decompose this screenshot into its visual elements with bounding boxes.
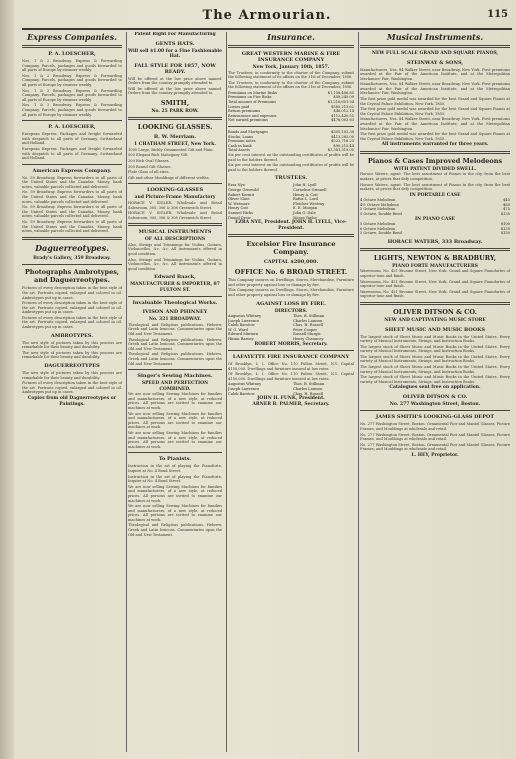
divider bbox=[128, 369, 222, 370]
newspaper-title: The Armourian. bbox=[202, 8, 332, 23]
ad-body: No. 277 Washington Street, Boston. Ornamental Pier and Mantel Glasses, Picture Frames, and Mouldings at wholesale and retail. bbox=[360, 442, 510, 452]
ad-title: Patent Right For Manufacturing bbox=[134, 32, 216, 37]
advertiser-address: No. 277 Washington Street, Boston. bbox=[389, 401, 481, 407]
ad-body: HORACE V. SIGLER. Wholesale and Retail Salesroom, 305, 306 & 308 Greenwich Street. bbox=[128, 200, 222, 210]
directors-list bbox=[228, 382, 354, 396]
director-name: Joseph Lawrence bbox=[228, 387, 260, 392]
ad-body: Theological and Religious publications. Hebrew, Greek and Latin lexicons. Commentaries upon the Old and New Testament. bbox=[128, 322, 222, 337]
ad-footer: Copies from old Daguerreotypes or Paintings. bbox=[27, 396, 117, 407]
ad-body: Nos. 1 & 2 Broadway. Express & Forwarding Company. Parcels, packages and goods forwarded to all parts of Europe by steamer weekly. bbox=[22, 59, 122, 73]
ad-body: The largest stock of Sheet Music and Music Books in the United States. Every variety of Musical Instruments, Strings, and Instruction Books. bbox=[360, 354, 510, 364]
trustee-name: W. Wetmore bbox=[228, 201, 250, 206]
assets-ledger bbox=[228, 130, 354, 153]
ad-body: Six per cent interest on the outstanding certificates of profits will be paid to the holders thereof. bbox=[228, 153, 354, 162]
ad-body: Will be offered at the low price above named. Orders from the country promptly attended to. bbox=[128, 86, 222, 96]
ad-subtitle: FALL STYLE FOR 1857, NOW READY. bbox=[134, 62, 216, 75]
ad-title: To Pianists. bbox=[158, 456, 192, 463]
ledger-label: Premium notes bbox=[228, 139, 256, 144]
ad-body: Theological and Religious publications. Hebrew, Greek and Latin lexicons. Commentaries upon the Old and New Testament. bbox=[128, 352, 222, 366]
secretary: ARNER B. PALMER, Secretary. bbox=[252, 401, 330, 407]
ad-subtitle: WITH PATENT DIVIDED SWELL. bbox=[393, 166, 477, 172]
ad-body: Manufacturers, Nos. 84 Walker Street, near Broadway, New York. First premiums awarded at the Fair of the American Institute, and at the Metropolitan Mechanics' Fair, Washington. bbox=[360, 82, 510, 96]
glasses-item: 1000 Large, Richly Ornamented Gilt and Plain. bbox=[128, 147, 214, 152]
price-value: $60 bbox=[503, 202, 510, 207]
ledger-label: Losses paid bbox=[228, 104, 250, 109]
ad-body: Pictures of every description taken in the best style of the art. Portraits copied, enlarged and colored in oil. Ambrotypes put up in cases. bbox=[22, 301, 122, 315]
price-list bbox=[360, 198, 510, 216]
ad-subtitle: and Picture-Frame Manufactory bbox=[134, 195, 216, 201]
divider bbox=[128, 223, 222, 226]
divider bbox=[228, 234, 354, 237]
divider bbox=[360, 151, 510, 154]
price-value: $150 bbox=[500, 231, 510, 236]
ad-subtitle: OF ALL DESCRIPTIONS bbox=[144, 237, 206, 243]
trustee-name: Oliver Slate bbox=[228, 197, 250, 202]
ad-title: Photographs Ambrotypes, and Daguerreotypes. bbox=[24, 268, 120, 285]
ad-body: The Trustees, in conformity to the charter of the Company, submit the following statement of its affairs on the 31st of December, 1856. bbox=[228, 80, 354, 90]
divider bbox=[22, 164, 122, 165]
ad-subtitle: NEW AND CAPTIVATING MUSIC STORE bbox=[384, 318, 486, 323]
ledger-label: Cash in bank bbox=[228, 143, 252, 148]
ad-body: Instruction in the art of playing the Pianoforte. Inquire at No. 4 Bond Street. bbox=[128, 464, 222, 473]
ledger-label: Premiums on Marine Risks bbox=[228, 90, 278, 95]
price-label: 5 Octave, Double Reed bbox=[360, 231, 402, 236]
ad-body: The largest stock of Sheet Music and Music Books in the United States. Every variety of Musical Instruments, Strings, and Instruction Books. bbox=[360, 344, 510, 354]
ledger-value: $580,215.62 bbox=[331, 104, 354, 109]
proprietor: L. HEY, Proprietor. bbox=[411, 453, 459, 458]
price-heading: IN PORTABLE CASE bbox=[409, 192, 461, 198]
divider bbox=[228, 126, 354, 127]
advertiser-name: LIGHTS, NEWTON & BRADBURY, bbox=[373, 253, 497, 262]
ad-title: LOOKING-GLASSES bbox=[146, 187, 204, 194]
director-name: W. G. Ward bbox=[228, 327, 248, 332]
secretary: ROBERT MORRIS, Secretary. bbox=[254, 341, 328, 347]
divider bbox=[22, 264, 122, 265]
ad-body: We are now selling Sewing Machines for families and manufacturers, of a new style, at reduced prices. All persons are invited to examine our machines at work. bbox=[128, 504, 222, 522]
advertiser-address: No. 25 PARK ROW. bbox=[151, 108, 199, 114]
ad-body: The new style of pictures taken by this process are remarkable for their beauty and durability. bbox=[22, 350, 122, 360]
ad-body: We are now selling Sewing Machines for families and manufacturers, of a new style, at reduced prices. All persons are invited to examine our machines at work. bbox=[128, 392, 222, 410]
ledger-value: $522,716.23 bbox=[331, 139, 354, 144]
company-name: GREAT WESTERN MARINE & FIRE INSURANCE COMPANY bbox=[241, 51, 341, 63]
ad-body: The Trustees, in conformity to the charter of the Company, submit the following statement of its affairs on the 31st of December, 1856. bbox=[228, 70, 354, 80]
ad-body: Manufacturers, Nos. 84 Walker Street, near Broadway, New York. First premiums awarded at the Fair of the American Institute, and at the Metropolitan Mechanics' Fair, Washington. bbox=[360, 117, 510, 131]
ledger-label: Premiums on Fire Risks bbox=[228, 95, 272, 100]
trustee-name: John G. Dale bbox=[293, 210, 316, 215]
trustee-name: Daniel Drew bbox=[228, 215, 251, 220]
price-value: $45 bbox=[503, 198, 510, 203]
ledger-label: Total Assets bbox=[228, 148, 250, 153]
ad-title: P. A. LOESCHER, bbox=[48, 51, 96, 57]
price-label: 5 Octave Melodeon bbox=[360, 222, 396, 227]
ad-body: Warerooms, No. 421 Broome Street, New York. Grand and Square Pianofortes of superior tone and finish. bbox=[360, 289, 510, 299]
ad-body: The largest stock of Sheet Music and Music Books in the United States. Every variety of Musical Instruments, Strings, and Instruction Books. bbox=[360, 375, 510, 384]
price-value: $75 bbox=[503, 207, 510, 212]
ad-body: Horace Waters, agent. The best assortment of Pianos in the city, from the best makers, at prices that defy competition. bbox=[360, 182, 510, 192]
divider bbox=[360, 45, 510, 48]
trustee-name: Henry Coit bbox=[228, 206, 248, 211]
ad-body: Of Brooklyn, L. I. Office No. 110 Fulton Street, N.Y. Capital $150,000. Dwellings and furniture insured at low rates. bbox=[228, 362, 354, 371]
ledger-label: Total amount of Premiums bbox=[228, 100, 277, 105]
glasses-item: 200 Round Gilt Glasses. bbox=[128, 164, 172, 169]
ledger-value: $1,216,651.94 bbox=[327, 100, 354, 105]
trustees-heading: TRUSTEES. bbox=[274, 175, 308, 182]
ad-body: The largest stock of Sheet Music and Music Books in the United States. Every variety of Musical Instruments, Strings, and Instruction Books. bbox=[360, 334, 510, 344]
price-label: 4 Octave Melodeon bbox=[360, 198, 396, 203]
ledger-value: $112,420.55 bbox=[331, 113, 354, 118]
divider bbox=[228, 350, 354, 351]
trustee-name: E. E. Morgan bbox=[293, 206, 318, 211]
ad-subtitle: SHEET MUSIC AND MUSIC BOOKS bbox=[384, 326, 486, 333]
ledger-value: $1,381,319.05 bbox=[327, 148, 354, 153]
ad-body: Nos. 1 & 2 Broadway. Express & Forwarding Company. Parcels, packages and goods forwarded to all parts of Europe by steamer weekly. bbox=[22, 103, 122, 117]
trustee-name: Robert Kermit bbox=[228, 192, 255, 197]
ad-body: Horace Waters, agent. The best assortment of Pianos in the city, from the best makers, at prices that defy competition. bbox=[360, 172, 510, 181]
advertiser-name: B. W. Merriam. bbox=[153, 134, 197, 141]
ad-body: Of Brooklyn, L. I. Office No. 110 Fulton Street, N.Y. Capital $150,000. Dwellings and furniture insured at low rates. bbox=[228, 372, 354, 381]
price-label: 6 Octave Melodeon bbox=[360, 226, 396, 231]
price-label: 5 Octave Melodeon bbox=[360, 207, 396, 212]
glasses-item: Gilt and other Mouldings of different widths. bbox=[128, 175, 210, 180]
company-name: Excelsior Fire Insurance Company. bbox=[246, 240, 336, 257]
price-label: 5 Octave, Double Reed bbox=[360, 212, 402, 217]
director-name: Caleb Barstow bbox=[228, 323, 255, 328]
divider bbox=[228, 45, 354, 48]
ad-body: The first prize gold medal was awarded for the best Grand and Square Pianos at the Crystal Palace Exhibition, New York, 1855. bbox=[360, 132, 510, 141]
director-name: Hiram Barney bbox=[228, 336, 254, 341]
divider bbox=[22, 120, 122, 121]
price-heading: IN PIANO CASE bbox=[414, 216, 456, 222]
trustee-name: John H. Lyell bbox=[293, 183, 317, 188]
ad-body: We are now selling Sewing Machines for families and manufacturers, of a new style, at reduced prices. All persons are invited to examine our machines at work. bbox=[128, 430, 222, 449]
ad-body: Manufacturers, Nos. 84 Walker Street, near Broadway, New York. First premiums awarded at the Fair of the American Institute, and at the Metropolitan Mechanics' Fair, Washington. bbox=[360, 67, 510, 81]
ad-note: All instruments warranted for three years. bbox=[381, 142, 489, 148]
ad-body: Nos. 1 & 2 Broadway. Express & Forwarding Company. Parcels, packages and goods forwarded to all parts of Europe by steamer weekly. bbox=[22, 73, 122, 87]
glasses-item: Plate Glass of all sizes. bbox=[128, 170, 170, 175]
director-name: Chas. H. Russell bbox=[293, 391, 323, 396]
directors-heading: DIRECTORS. bbox=[274, 308, 308, 314]
ad-body: We are now selling Sewing Machines for families and manufacturers, of a new style, at reduced prices. All persons are invited to examine our machines at work. bbox=[128, 484, 222, 503]
divider bbox=[360, 248, 510, 251]
premiums-ledger bbox=[228, 91, 354, 123]
ad-body: The new style of pictures taken by this process are remarkable for their beauty and durability. bbox=[22, 371, 122, 380]
director-name: Edward Minturn bbox=[228, 332, 259, 337]
ad-body: No. 59 Broadway. Express forwarders to all parts of the United States and the Canadas. Money, bank notes, valuable parcels collected and delivered. bbox=[22, 205, 122, 219]
divider bbox=[22, 237, 122, 240]
masthead bbox=[22, 6, 512, 30]
ad-note: Catalogues sent free on application. bbox=[389, 385, 481, 391]
ad-title: JAMES SMITH'S LOOKING-GLASS DEPOT bbox=[375, 414, 495, 421]
ad-subtitle: Brady's Gallery, 359 Broadway. bbox=[33, 255, 111, 261]
ad-subtitle: PIANO FORTE MANUFACTURERS bbox=[392, 263, 478, 269]
advertiser-address: 1 CHATHAM STREET, New York. bbox=[134, 142, 216, 148]
ad-title: DAGUERREOTYPES bbox=[44, 363, 100, 370]
ad-title: GENTS HATS. bbox=[155, 40, 195, 47]
binding-gutter bbox=[0, 0, 14, 759]
ledger-value: $1,158,406.85 bbox=[327, 90, 354, 95]
price-list bbox=[360, 222, 510, 236]
advertiser-name: IVISON AND PHINNEY bbox=[142, 309, 208, 316]
company-name: LAFAYETTE FIRE INSURANCE COMPANY bbox=[232, 354, 350, 361]
price-row bbox=[360, 231, 510, 236]
director-name: Charles Lamson bbox=[293, 318, 323, 323]
advertiser-name: OLIVER DITSON & CO. bbox=[393, 308, 477, 316]
director-name: Caleb Barstow bbox=[228, 391, 255, 396]
company-date: New York, January 10th, 1857. bbox=[252, 65, 330, 70]
section-heading: Daguerreotypes. bbox=[35, 242, 109, 253]
director-name: Chas. H. Russell bbox=[293, 323, 323, 328]
advertiser-address: No. 321 BROADWAY. bbox=[148, 317, 202, 323]
officers: EZRA NYE, President. JOHN H. LYELL, Vice-President. bbox=[235, 220, 347, 231]
trustee-name: Fletcher Westray bbox=[293, 201, 325, 206]
ad-title: Singer's Sewing Machines. bbox=[137, 373, 213, 380]
ledger-label: Reinsurance and expenses bbox=[228, 113, 277, 118]
ad-body: Pictures of every description taken in the best style of the art. Portraits copied, enlarged and colored in oil. Ambrotypes put up in cases. bbox=[22, 381, 122, 395]
price-value: $135 bbox=[500, 226, 510, 231]
ledger-value: $58,245.09 bbox=[333, 95, 354, 100]
ad-subtitle: SPEED AND PERFECTION COMBINED. bbox=[141, 381, 209, 392]
price-label: 4½ Octave Melodeon bbox=[360, 202, 399, 207]
ad-title: MUSICAL INSTRUMENTS bbox=[138, 229, 212, 236]
ledger-value: $476,003.63 bbox=[331, 118, 354, 123]
director-name: Joseph Lawrence bbox=[228, 318, 260, 323]
company-capital: CAPITAL $200,000. bbox=[263, 259, 319, 266]
column-insurance bbox=[228, 32, 359, 752]
ad-body: HORACE V. SIGLER. Wholesale and Retail Salesroom, 305, 306 & 308 Greenwich Street. bbox=[128, 211, 222, 220]
trustees-list bbox=[228, 183, 354, 220]
ledger-row bbox=[228, 118, 354, 123]
ad-body: Pictures of every description taken in the best style of the art. Portraits copied, enlarged and colored in oil. Ambrotypes put up in cases. bbox=[22, 315, 122, 330]
divider bbox=[128, 117, 222, 120]
president: JOHN H. FUNK, President. bbox=[257, 396, 325, 402]
advertiser-name: SMITH, bbox=[160, 98, 190, 107]
glasses-item: 200 Rich Oval Glasses. bbox=[128, 159, 170, 164]
ad-body: No. 59 Broadway. Express forwarders to all parts of the United States and the Canadas. Money, bank notes, valuable parcels collected and delivered. bbox=[22, 220, 122, 234]
trustee-name: Samuel Hicks bbox=[228, 210, 254, 215]
ad-body: This Company insures on Dwellings, Stores, Merchandise, Furniture and other property against loss or damage by fire. bbox=[228, 278, 354, 287]
director-name: Thos. B. Stillman bbox=[293, 382, 325, 387]
price-value: $100 bbox=[500, 222, 510, 227]
ad-body: Theological and Religious publications. Hebrew, Greek and Latin lexicons. Commentaries upon the Old and New Testament. bbox=[128, 523, 222, 537]
ad-body: No. 59 Broadway. Express forwarders to all parts of the United States and the Canadas. Money, bank notes, valuable parcels collected and delivered. bbox=[22, 175, 122, 189]
company-office: OFFICE No. 6 BROAD STREET. bbox=[234, 268, 348, 277]
ad-body: The first prize gold medal was awarded for the best Grand and Square Pianos at the Crystal Palace Exhibition, New York, 1855. bbox=[360, 107, 510, 116]
column-heading: Musical Instruments. bbox=[386, 32, 484, 42]
advertiser-name: OLIVER DITSON & CO. bbox=[402, 393, 468, 400]
director-name: Augustus Whitney bbox=[228, 382, 262, 387]
ad-body: Warerooms, No. 421 Broome Street, New York. Grand and Square Pianofortes of superior tone and finish. bbox=[360, 269, 510, 279]
trustee-name: Rufus L. Lord bbox=[293, 197, 318, 202]
trustee-name: George Griswold bbox=[228, 187, 259, 192]
ad-title: American Express Company. bbox=[32, 167, 112, 174]
ad-body: Warerooms, No. 421 Broome Street, New York. Grand and Square Pianofortes of superior tone and finish. bbox=[360, 279, 510, 289]
divider bbox=[128, 296, 222, 297]
ad-title: LOOKING GLASSES. bbox=[137, 123, 213, 132]
ad-offer: Will sell $1.00 for a Fine Fashionable Hat. bbox=[128, 48, 222, 59]
ad-subtitle: AGAINST LOSS BY FIRE. bbox=[256, 300, 326, 307]
director-name: Russell Sturgis bbox=[293, 332, 321, 337]
director-name: Henry Chauncey bbox=[293, 336, 324, 341]
advertiser-address: MANUFACTURER & IMPORTER, 87 FULTON ST. bbox=[130, 282, 220, 293]
trustee-name: Henry A. Coit bbox=[293, 192, 318, 197]
ledger-value: $413,285.00 bbox=[331, 134, 354, 139]
column-express-companies bbox=[22, 32, 127, 752]
ledger-label: Net earned premiums bbox=[228, 118, 268, 123]
ad-title: P. A. LOESCHER, bbox=[48, 124, 96, 131]
ad-body: The new style of pictures taken by this process are remarkable for their beauty and durability. bbox=[22, 340, 122, 350]
ledger-value: $90,215.44 bbox=[333, 143, 354, 148]
ad-body: Theological and Religious publications. Hebrew, Greek and Latin lexicons. Commentaries upon the Old and New Testament. bbox=[128, 337, 222, 351]
ad-body: Instruction in the art of playing the Pianoforte. Inquire at No. 4 Bond Street. bbox=[128, 474, 222, 484]
ledger-label: Return premiums bbox=[228, 109, 261, 114]
ad-body: The largest stock of Sheet Music and Music Books in the United States. Every variety of Musical Instruments, Strings, and Instruction Books. bbox=[360, 365, 510, 374]
advertiser-name: STEINWAY & SONS, bbox=[406, 59, 464, 66]
ad-body: Nos. 1 & 2 Broadway. Express & Forwarding Company. Parcels, packages and goods forwarded to all parts of Europe by steamer weekly. bbox=[22, 88, 122, 102]
divider bbox=[360, 410, 510, 411]
ad-title: Invaluable Theological Works. bbox=[132, 300, 218, 307]
column-heading: Express Companies. bbox=[27, 32, 117, 42]
trustee-name: Ezra Nye bbox=[228, 183, 245, 188]
ad-subtitle: NEW FULL SCALE GRAND AND SQUARE PIANOS, bbox=[371, 51, 499, 56]
glasses-item: 500 Elegant Rich Mahogany Gilt. bbox=[128, 153, 189, 158]
page-number: 115 bbox=[487, 9, 508, 20]
ad-body: This Company insures on Dwellings, Stores, Merchandise, Furniture and other property against loss or damage by fire. bbox=[228, 288, 354, 297]
director-name: Charles Lamson bbox=[293, 387, 323, 392]
ad-body: Also, Strings and Trimmings for Violins, Guitars, Violoncellos, &c. &c. All instruments offered in good condition. bbox=[128, 257, 222, 271]
ad-body: European Express. Packages and freight forwarded with despatch to all parts of Germany, Switzerland and Holland. bbox=[22, 132, 122, 146]
ledger-value: $48,012.14 bbox=[333, 109, 354, 114]
advertiser-name: Edward Baack, bbox=[154, 274, 196, 281]
divider bbox=[360, 302, 510, 305]
ad-body: No. 277 Washington Street, Boston. Ornamental Pier and Mantel Glasses, Picture Frames, and Mouldings at wholesale and retail. bbox=[360, 432, 510, 442]
ad-body: Also, Strings and Trimmings for Violins, Guitars, Violoncellos, &c. &c. All instruments offered in good condition. bbox=[128, 242, 222, 256]
ledger-label: Stocks, Loans bbox=[228, 134, 254, 139]
trustee-name: Moses Taylor bbox=[293, 215, 318, 220]
advertiser-name: HORACE WATERS, 333 Broadway. bbox=[387, 238, 483, 245]
ad-body: No. 59 Broadway. Express forwarders to all parts of the United States and the Canadas. Money, bank notes, valuable parcels collected and delivered. bbox=[22, 190, 122, 204]
divider bbox=[128, 183, 222, 184]
ad-body: Six per cent interest on the outstanding certificates of profits will be paid to the holders thereof. bbox=[228, 163, 354, 172]
directors-list bbox=[228, 314, 354, 342]
column-patent-glasses bbox=[128, 32, 227, 752]
ad-title: AMBROTYPES. bbox=[50, 332, 94, 339]
ad-body: Will be offered at the low price above named. Orders from the country promptly attended to. bbox=[128, 76, 222, 86]
ad-body: Pictures of every description taken in the best style of the art. Portraits copied, enlarged and colored in oil. Ambrotypes put up in cases. bbox=[22, 286, 122, 300]
divider bbox=[22, 45, 122, 48]
ledger-label: Bonds and Mortgages bbox=[228, 130, 269, 135]
trustee-name: Cornelius Grinnell bbox=[293, 187, 327, 192]
divider bbox=[128, 452, 222, 453]
ad-body: European Express. Packages and freight forwarded with despatch to all parts of Germany, Switzerland and Holland. bbox=[22, 146, 122, 161]
column-heading: Insurance. bbox=[267, 32, 315, 42]
ledger-value: $355,102.38 bbox=[331, 130, 354, 135]
director-name: Thos. B. Stillman bbox=[293, 314, 325, 318]
director-name: Augustus Whitney bbox=[228, 314, 262, 318]
ad-title: Pianos & Cases Improved Melodeons bbox=[367, 156, 503, 165]
price-value: $130 bbox=[500, 212, 510, 217]
column-musical-instruments bbox=[360, 32, 510, 752]
ad-body: No. 277 Washington Street, Boston. Ornamental Pier and Mantel Glasses, Picture Frames, and Mouldings at wholesale and retail. bbox=[360, 422, 510, 432]
ad-body: The first prize gold medal was awarded for the best Grand and Square Pianos at the Crystal Palace Exhibition, New York, 1855. bbox=[360, 97, 510, 106]
ad-body: We are now selling Sewing Machines for families and manufacturers, of a new style, at reduced prices. All persons are invited to examine our machines at work. bbox=[128, 411, 222, 430]
director-name: Peter Cooper bbox=[293, 327, 318, 332]
